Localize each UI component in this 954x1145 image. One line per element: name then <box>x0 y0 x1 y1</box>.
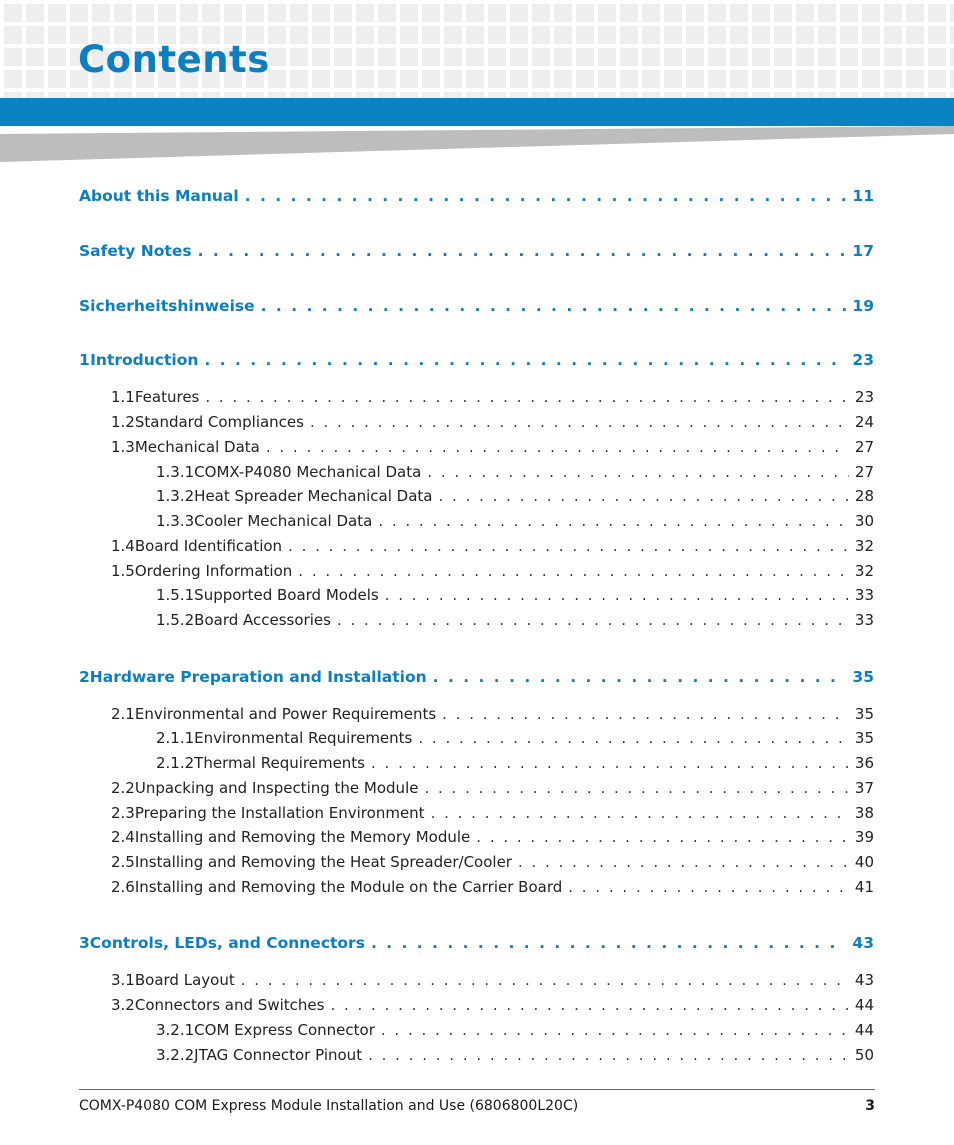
toc-subsection-entry[interactable] <box>156 728 874 748</box>
toc-section-entry[interactable] <box>111 778 874 798</box>
toc-entry-number: 1.3.1 <box>156 463 195 481</box>
toc-chapter-entry[interactable] <box>79 296 874 316</box>
toc-section-entry[interactable] <box>111 387 874 407</box>
toc-entry-label: Installing and Removing the Heat Spreader/Cooler <box>134 853 512 871</box>
toc-section-entry[interactable] <box>111 852 874 872</box>
toc-chapter-entry[interactable] <box>79 241 874 261</box>
toc-entry-number: 1.5.1 <box>156 586 195 604</box>
toc-dot-leader <box>337 610 849 630</box>
toc-entry-label: COM Express Connector <box>194 1021 375 1039</box>
toc-entry-page: 24 <box>854 413 874 431</box>
toc-section-entry[interactable] <box>111 877 874 897</box>
toc-section-entry[interactable] <box>111 437 874 457</box>
toc-entry-page: 17 <box>852 242 874 260</box>
toc-dot-leader <box>431 803 849 823</box>
toc-section-entry[interactable] <box>111 704 874 724</box>
toc-entry-page: 38 <box>854 804 874 822</box>
toc-entry-number: 2.4 <box>111 828 135 846</box>
toc-entry-page: 41 <box>854 878 874 896</box>
toc-section-entry[interactable] <box>111 827 874 847</box>
toc-entry-number: 1.4 <box>111 537 135 555</box>
toc-entry-page: 50 <box>854 1046 874 1064</box>
toc-entry-page: 43 <box>852 934 874 952</box>
toc-subsection-entry[interactable] <box>156 1045 874 1065</box>
toc-entry-label: Mechanical Data <box>134 438 260 456</box>
toc-dot-leader <box>442 704 849 724</box>
header-accent-bar <box>0 98 954 126</box>
toc-entry-page: 32 <box>854 537 874 555</box>
toc-subsection-entry[interactable] <box>156 753 874 773</box>
page-title: Contents <box>78 38 270 81</box>
toc-dot-leader <box>266 437 849 457</box>
toc-entry-page: 32 <box>854 562 874 580</box>
toc-entry-page: 44 <box>854 996 874 1014</box>
toc-entry-number: 2.1.2 <box>156 754 195 772</box>
toc-entry-label: Features <box>134 388 200 406</box>
toc-entry-number: 2.5 <box>111 853 135 871</box>
toc-dot-leader <box>433 667 847 687</box>
toc-section-entry[interactable] <box>111 536 874 556</box>
toc-entry-label: Hardware Preparation and Installation <box>89 668 427 686</box>
toc-entry-number: 1.3.3 <box>156 512 195 530</box>
toc-dot-leader <box>368 1045 849 1065</box>
toc-chapter-entry[interactable] <box>79 350 874 370</box>
toc-entry-page: 23 <box>854 388 874 406</box>
toc-dot-leader <box>261 296 847 316</box>
toc-dot-leader <box>476 827 849 847</box>
toc-entry-label: Controls, LEDs, and Connectors <box>89 934 365 952</box>
toc-dot-leader <box>427 462 849 482</box>
toc-entry-label: Unpacking and Inspecting the Module <box>134 779 419 797</box>
toc-entry-number: 3.2.1 <box>156 1021 195 1039</box>
footer-page-number: 3 <box>865 1098 875 1114</box>
toc-entry-page: 35 <box>854 705 874 723</box>
toc-entry-number: 1.5 <box>111 562 135 580</box>
toc-entry-page: 37 <box>854 779 874 797</box>
toc-entry-number: 1.3 <box>111 438 135 456</box>
toc-dot-leader <box>418 728 849 748</box>
toc-subsection-entry[interactable] <box>156 1020 874 1040</box>
toc-entry-label: Installing and Removing the Module on the Carrier Board <box>134 878 563 896</box>
toc-dot-leader <box>330 995 848 1015</box>
toc-entry-number: 2.1 <box>111 705 135 723</box>
toc-dot-leader <box>568 877 849 897</box>
toc-dot-leader <box>439 486 849 506</box>
toc-entry-page: 33 <box>854 611 874 629</box>
toc-dot-leader <box>198 241 847 261</box>
toc-entry-number: 2 <box>79 668 90 686</box>
toc-dot-leader <box>298 561 849 581</box>
toc-entry-page: 40 <box>854 853 874 871</box>
toc-section-entry[interactable] <box>111 970 874 990</box>
toc-dot-leader <box>245 186 847 206</box>
toc-entry-page: 43 <box>854 971 874 989</box>
toc-entry-label: Supported Board Models <box>194 586 379 604</box>
toc-dot-leader <box>310 412 849 432</box>
toc-section-entry[interactable] <box>111 803 874 823</box>
toc-dot-leader <box>424 778 848 798</box>
toc-entry-label: Thermal Requirements <box>194 754 365 772</box>
toc-entry-number: 3.2 <box>111 996 135 1014</box>
toc-entry-label: Board Layout <box>134 971 235 989</box>
toc-entry-number: 1 <box>79 351 90 369</box>
toc-chapter-entry[interactable] <box>79 186 874 206</box>
toc-subsection-entry[interactable] <box>156 585 874 605</box>
toc-entry-page: 23 <box>852 351 874 369</box>
toc-entry-page: 35 <box>854 729 874 747</box>
toc-entry-page: 27 <box>854 438 874 456</box>
toc-dot-leader <box>381 1020 849 1040</box>
toc-dot-leader <box>288 536 849 556</box>
toc-dot-leader <box>205 387 849 407</box>
toc-entry-label: Board Accessories <box>194 611 331 629</box>
toc-chapter-entry[interactable] <box>79 933 874 953</box>
toc-entry-page: 35 <box>852 668 874 686</box>
toc-entry-number: 1.2 <box>111 413 135 431</box>
toc-entry-number: 2.1.1 <box>156 729 195 747</box>
toc-section-entry[interactable] <box>111 995 874 1015</box>
toc-dot-leader <box>204 350 846 370</box>
toc-entry-number: 3.1 <box>111 971 135 989</box>
toc-section-entry[interactable] <box>111 412 874 432</box>
footer-document-title: COMX-P4080 COM Express Module Installation and Use (6806800L20C) <box>79 1098 579 1114</box>
toc-entry-page: 44 <box>854 1021 874 1039</box>
toc-entry-label: Cooler Mechanical Data <box>194 512 373 530</box>
toc-dot-leader <box>385 585 849 605</box>
toc-entry-page: 27 <box>854 463 874 481</box>
toc-entry-number: 3.2.2 <box>156 1046 195 1064</box>
footer-divider <box>79 1089 875 1090</box>
toc-entry-page: 36 <box>854 754 874 772</box>
toc-entry-label: Ordering Information <box>134 562 293 580</box>
toc-entry-number: 3 <box>79 934 90 952</box>
toc-entry-number: 1.5.2 <box>156 611 195 629</box>
toc-dot-leader <box>371 753 849 773</box>
toc-entry-number: 2.6 <box>111 878 135 896</box>
toc-entry-label: Environmental Requirements <box>194 729 413 747</box>
toc-entry-label: Board Identification <box>134 537 283 555</box>
header-grey-wedge <box>0 126 954 166</box>
toc-entry-page: 33 <box>854 586 874 604</box>
toc-section-entry[interactable] <box>111 561 874 581</box>
toc-chapter-entry[interactable] <box>79 667 874 687</box>
toc-entry-label: Preparing the Installation Environment <box>134 804 425 822</box>
toc-entry-page: 19 <box>852 297 874 315</box>
toc-entry-number: 1.3.2 <box>156 487 195 505</box>
toc-dot-leader <box>241 970 849 990</box>
toc-entry-number: 2.3 <box>111 804 135 822</box>
toc-dot-leader <box>371 933 846 953</box>
toc-dot-leader <box>518 852 849 872</box>
toc-entry-number: 1.1 <box>111 388 135 406</box>
toc-entry-label: Standard Compliances <box>134 413 304 431</box>
toc-subsection-entry[interactable] <box>156 511 874 531</box>
toc-entry-page: 11 <box>852 187 874 205</box>
toc-entry-label: Installing and Removing the Memory Module <box>134 828 471 846</box>
toc-subsection-entry[interactable] <box>156 462 874 482</box>
toc-entry-label: Sicherheitshinweise <box>79 297 255 315</box>
toc-entry-label: JTAG Connector Pinout <box>194 1046 363 1064</box>
toc-entry-label: COMX-P4080 Mechanical Data <box>194 463 422 481</box>
toc-entry-label: Connectors and Switches <box>134 996 325 1014</box>
toc-entry-page: 28 <box>854 487 874 505</box>
toc-entry-page: 30 <box>854 512 874 530</box>
toc-subsection-entry[interactable] <box>156 610 874 630</box>
toc-entry-label: Introduction <box>90 351 199 369</box>
toc-entry-number: 2.2 <box>111 779 135 797</box>
toc-entry-label: Environmental and Power Requirements <box>134 705 437 723</box>
toc-subsection-entry[interactable] <box>156 486 874 506</box>
toc-dot-leader <box>378 511 849 531</box>
toc-entry-label: Heat Spreader Mechanical Data <box>194 487 433 505</box>
toc-entry-label: About this Manual <box>79 187 239 205</box>
toc-entry-page: 39 <box>854 828 874 846</box>
toc-entry-label: Safety Notes <box>79 242 192 260</box>
